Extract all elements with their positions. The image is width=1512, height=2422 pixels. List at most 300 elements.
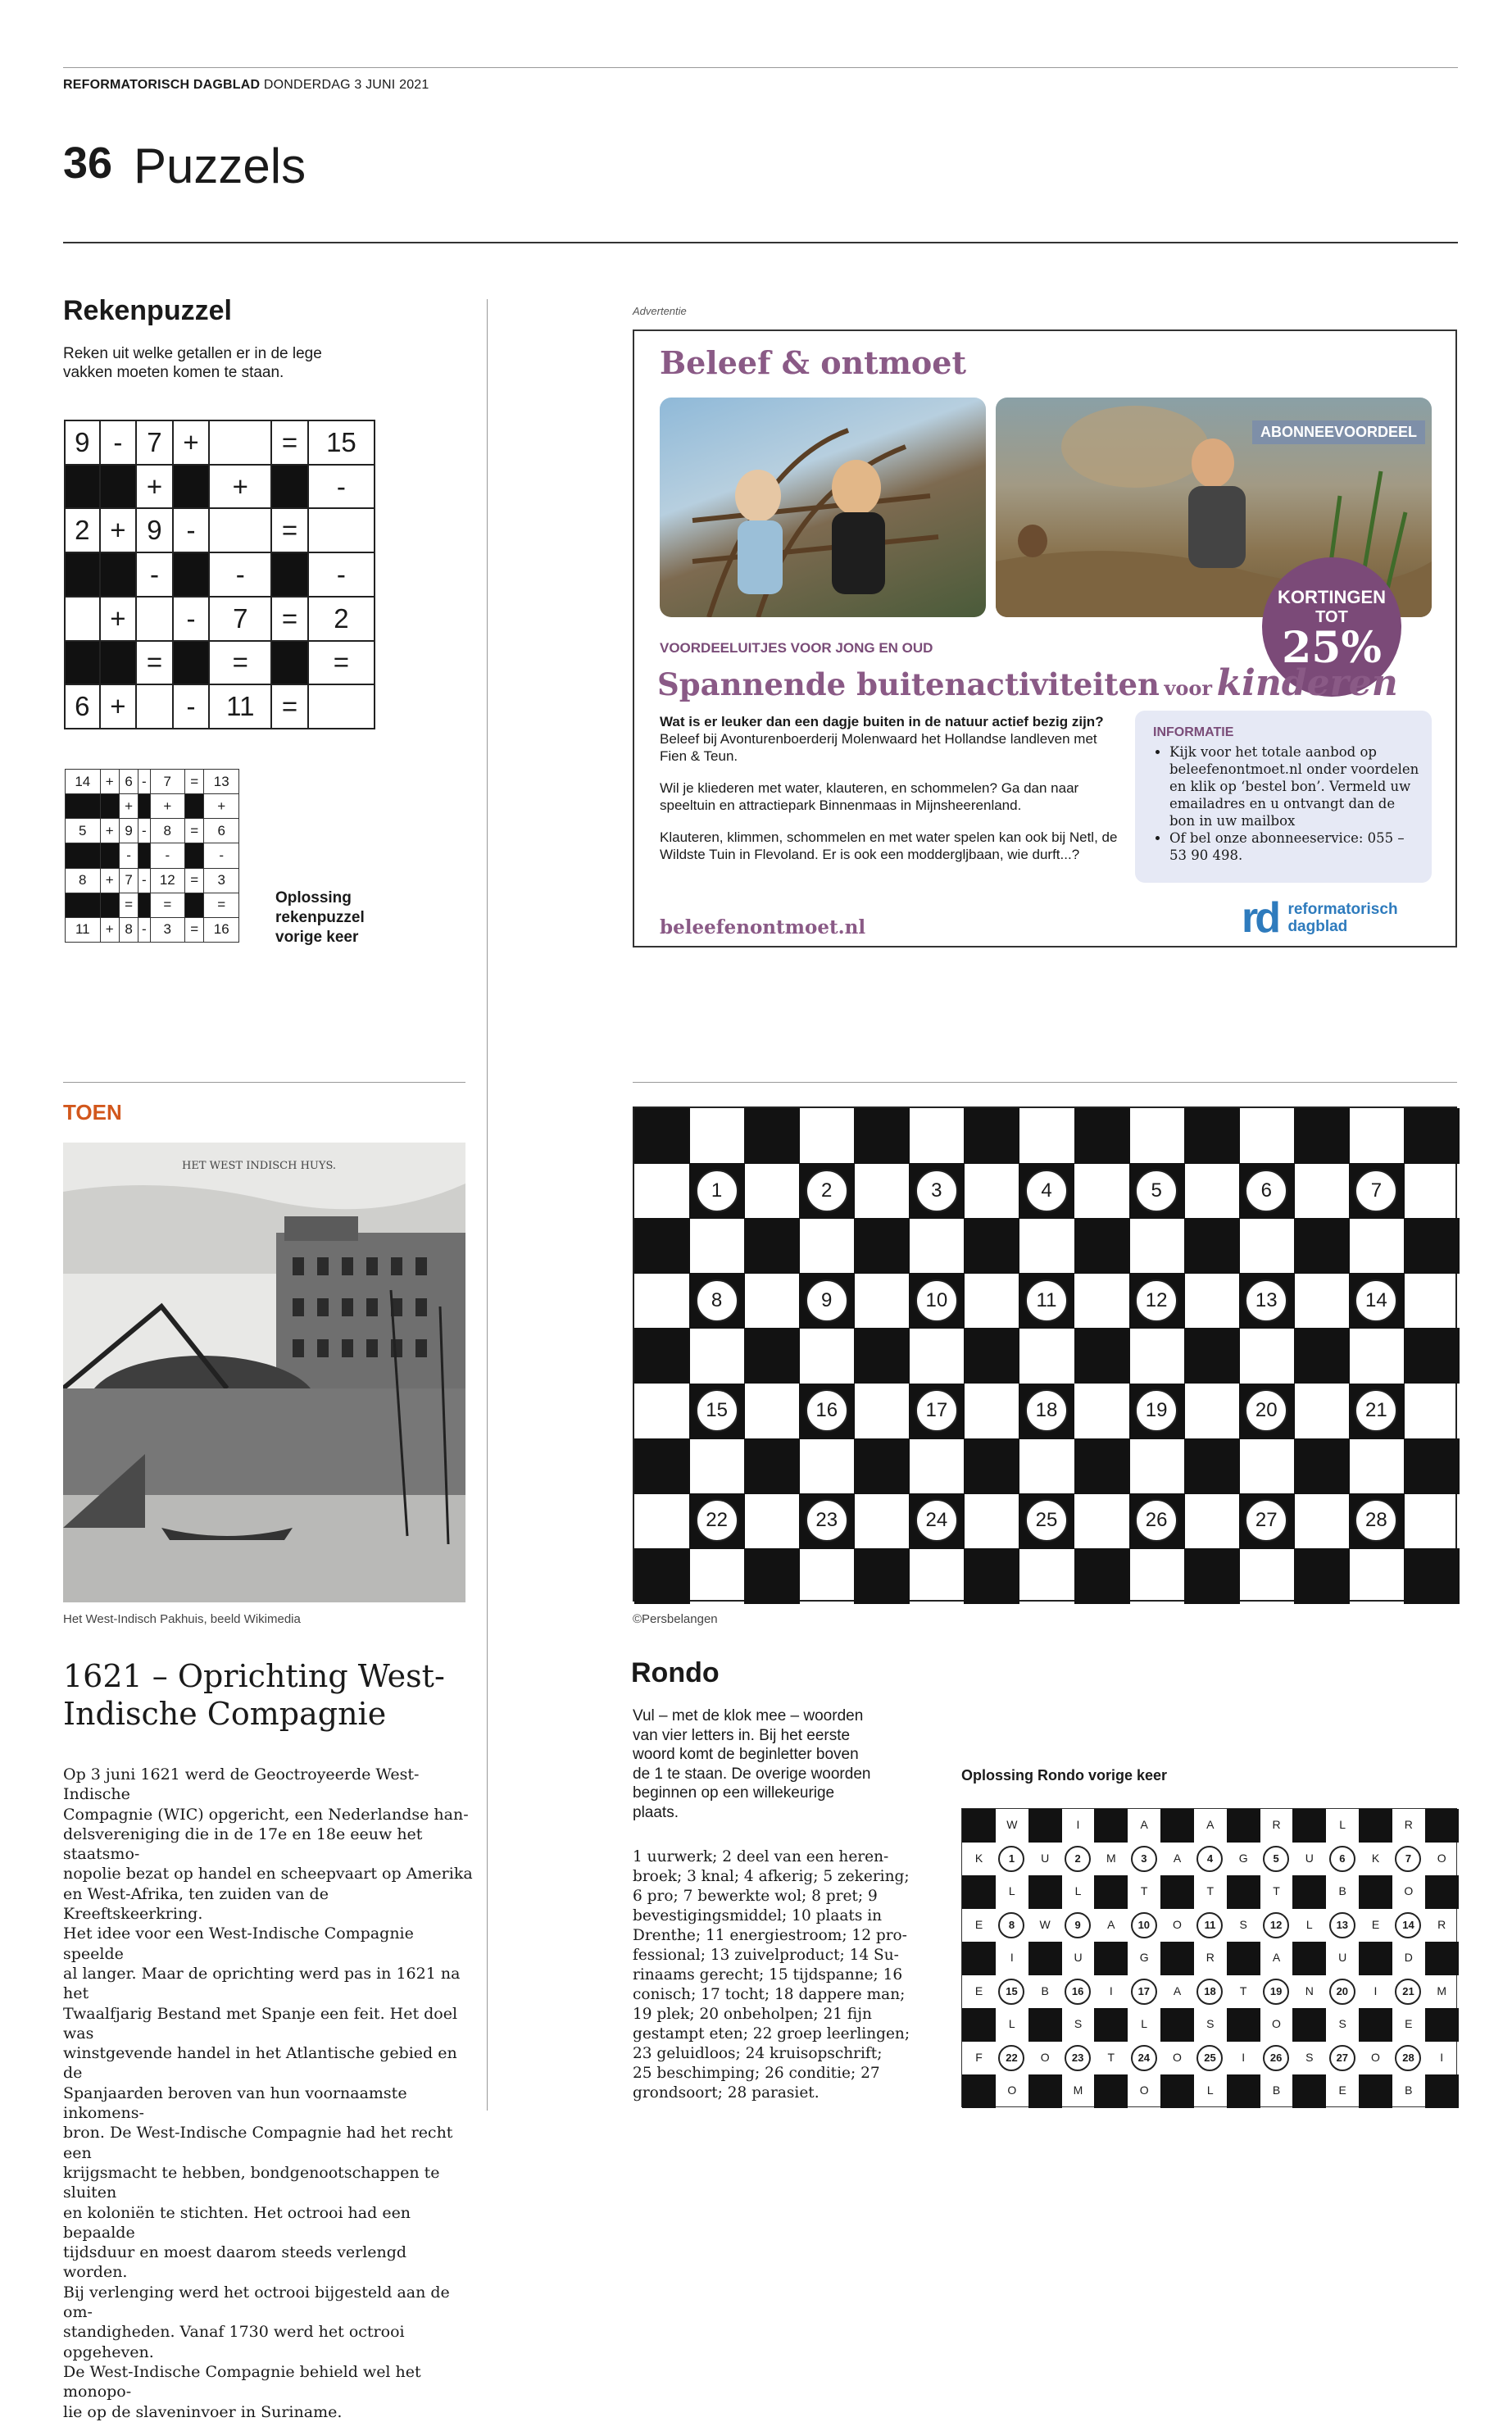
- grid-cell: 2: [308, 597, 375, 641]
- ad-kicker: VOORDEELUITJES VOOR JONG EN OUD: [660, 640, 933, 656]
- grid-cell: +: [100, 684, 137, 729]
- grid-cell: 3: [204, 868, 239, 893]
- letter-cell: L: [1305, 1917, 1313, 1931]
- black-cell: [1094, 1942, 1128, 1975]
- grid-row: [66, 794, 239, 819]
- clue-line: gestampt eten; 22 groep leerlingen;: [633, 2025, 910, 2043]
- number-circle: 16: [1065, 1979, 1091, 2005]
- intro-line: woord komt de beginletter boven: [633, 1746, 859, 1763]
- letter-cell: L: [1339, 1818, 1346, 1831]
- ad-p1: [660, 713, 1125, 765]
- black-cell: [964, 1108, 1019, 1164]
- letter-cell: A: [1140, 1818, 1148, 1831]
- letter-cell[interactable]: [1294, 1163, 1350, 1219]
- grid-cell: 7: [209, 597, 271, 641]
- letter-cell[interactable]: [1184, 1163, 1240, 1219]
- letter-cell[interactable]: [1074, 1493, 1130, 1549]
- number-circle: 1: [696, 1170, 738, 1212]
- paper-name: REFORMATORISCH DAGBLAD: [63, 78, 261, 92]
- ad-url[interactable]: beleefenontmoet.nl: [660, 916, 866, 938]
- letter-cell[interactable]: [964, 1384, 1019, 1439]
- letter-cell[interactable]: [1294, 1384, 1350, 1439]
- letter-cell[interactable]: [744, 1493, 800, 1549]
- black-cell: [1227, 2008, 1260, 2042]
- grid-cell: =: [271, 684, 308, 729]
- number-circle: 14: [1395, 1912, 1421, 1938]
- letter-cell[interactable]: [1129, 1108, 1185, 1164]
- grid-cell: =: [308, 641, 375, 685]
- letter-cell[interactable]: [689, 1548, 745, 1604]
- grid-cell: 16: [204, 917, 239, 942]
- grid-cell: +: [100, 508, 137, 552]
- number-cell: [1260, 1975, 1293, 2009]
- letter-cell[interactable]: [1019, 1548, 1074, 1604]
- playground-illustration: [660, 398, 986, 617]
- letter-cell[interactable]: [1404, 1273, 1460, 1329]
- letter-cell: E: [1405, 2017, 1413, 2031]
- number-circle: 12: [1135, 1279, 1178, 1322]
- letter-cell[interactable]: [1239, 1548, 1295, 1604]
- number-cell: [1392, 1909, 1425, 1943]
- black-cell: [100, 843, 119, 868]
- ad-label: Advertentie: [633, 305, 687, 317]
- article-line: Compagnie (WIC) opgericht, een Nederlandse han-: [63, 1805, 469, 1824]
- grid-cell: -: [150, 843, 185, 868]
- black-cell: [173, 465, 210, 509]
- black-cell: [1425, 1809, 1459, 1843]
- black-cell: [1425, 2074, 1459, 2108]
- article-line: delsvereniging die in de 17e en 18e eeuw het staatsmo-: [63, 1824, 423, 1864]
- black-cell: [1094, 2008, 1128, 2042]
- black-cell: [854, 1548, 910, 1604]
- letter-cell[interactable]: [964, 1163, 1019, 1219]
- empty-cell[interactable]: [136, 597, 173, 641]
- grid-cell: =: [185, 917, 204, 942]
- letter-cell[interactable]: [744, 1273, 800, 1329]
- letter-cell: E: [974, 1917, 983, 1931]
- article-line: bron. De West-Indische Compagnie had het recht een: [63, 2124, 453, 2162]
- letter-cell: E: [974, 1983, 983, 1997]
- empty-cell[interactable]: [209, 508, 271, 552]
- letter-cell: I: [1109, 1983, 1113, 1997]
- grid-cell: -: [100, 420, 137, 465]
- grid-cell: -: [138, 917, 150, 942]
- solution-label-line1: Oplossing: [275, 889, 352, 907]
- rekenpuzzel-grid: [64, 420, 375, 729]
- grid-cell: =: [185, 868, 204, 893]
- number-circle: 18: [1196, 1979, 1223, 2005]
- letter-cell[interactable]: [1019, 1328, 1074, 1384]
- solution-label-line3: vorige keer: [275, 929, 359, 946]
- letter-cell[interactable]: [799, 1218, 855, 1274]
- number-circle: 20: [1245, 1389, 1287, 1432]
- number-circle: 24: [915, 1499, 958, 1542]
- letter-cell[interactable]: [854, 1163, 910, 1219]
- letter-cell: M: [1437, 1983, 1446, 1997]
- article-line: Bij verlenging werd het octrooi bijgesteld aan de om-: [63, 2283, 450, 2322]
- grid-cell: -: [173, 508, 210, 552]
- black-cell: [1404, 1108, 1460, 1164]
- grid-cell: =: [185, 819, 204, 843]
- number-circle: 11: [1025, 1279, 1068, 1322]
- letter-cell: A: [1107, 1917, 1115, 1931]
- issue-date: DONDERDAG 3 JUNI 2021: [263, 78, 429, 92]
- number-cell: [1392, 2042, 1425, 2075]
- letter-cell[interactable]: [1239, 1438, 1295, 1494]
- top-rule: [63, 67, 1458, 68]
- letter-cell[interactable]: [909, 1328, 965, 1384]
- letter-cell[interactable]: [1349, 1548, 1405, 1604]
- letter-cell[interactable]: [689, 1438, 745, 1494]
- letter-cell[interactable]: [634, 1384, 690, 1439]
- number-circle: 27: [1329, 2045, 1355, 2071]
- number-cell: [1392, 1843, 1425, 1876]
- rondo-intro: [633, 1706, 870, 1822]
- intro-line: van vier letters in. Bij het eerste: [633, 1726, 851, 1744]
- black-cell: [744, 1438, 800, 1494]
- rd-logo-text: [1287, 901, 1397, 935]
- letter-cell: T: [1239, 1983, 1247, 1997]
- ad-p1-lead: Wat is er leuker dan een dagje buiten in de natuur actief bezig zijn?: [660, 714, 1104, 729]
- black-cell: [1160, 1809, 1194, 1843]
- grid-cell: =: [136, 641, 173, 685]
- toen-article-body: [63, 1765, 473, 2422]
- grid-cell: 3: [150, 917, 185, 942]
- black-cell: [634, 1218, 690, 1274]
- letter-cell[interactable]: [854, 1493, 910, 1549]
- letter-cell: O: [1139, 2083, 1149, 2097]
- letter-cell[interactable]: [1239, 1218, 1295, 1274]
- black-cell: [1094, 1809, 1128, 1843]
- letter-cell[interactable]: [799, 1548, 855, 1604]
- grid-row: [65, 552, 375, 597]
- rondo-rule: [633, 1082, 1457, 1083]
- rekenpuzzel-solution-label: [275, 888, 365, 947]
- letter-cell[interactable]: [1184, 1493, 1240, 1549]
- number-circle: 22: [998, 2045, 1024, 2071]
- letter-cell[interactable]: [799, 1438, 855, 1494]
- article-line: lie op de slaveninvoer in Suriname.: [63, 2402, 343, 2421]
- letter-cell: T: [1273, 1884, 1280, 1898]
- rondo-solution-grid: [961, 1808, 1457, 2107]
- letter-cell[interactable]: [1129, 1548, 1185, 1604]
- grid-cell: 13: [204, 770, 239, 794]
- column-divider: [487, 299, 488, 2111]
- grid-cell: -: [308, 552, 375, 597]
- letter-cell[interactable]: [909, 1548, 965, 1604]
- letter-cell: O: [1007, 2083, 1017, 2097]
- grid-cell: 2: [65, 508, 100, 552]
- grid-cell: -: [136, 552, 173, 597]
- number-cell: [1326, 2042, 1360, 2075]
- black-cell: [962, 1942, 996, 1975]
- letter-cell[interactable]: [1019, 1108, 1074, 1164]
- grid-row: [66, 770, 239, 794]
- letter-cell: R: [1272, 1818, 1281, 1831]
- letter-cell[interactable]: [689, 1328, 745, 1384]
- black-cell: [1074, 1218, 1130, 1274]
- ad-headline-c: kinderen: [1216, 662, 1398, 704]
- clue-line: 6 pro; 7 bewerkte wol; 8 pret; 9: [633, 1888, 878, 1905]
- letter-cell[interactable]: [964, 1273, 1019, 1329]
- empty-cell[interactable]: [308, 508, 375, 552]
- number-circle: 19: [1135, 1389, 1178, 1432]
- ad-p3: Klauteren, klimmen, schommelen en met water spelen kan ook bij Netl, de Wildste Tuin in Flevoland. Er is ook een moddergljbaan, wie durft...?: [660, 829, 1118, 862]
- number-cell: [1193, 1909, 1227, 1943]
- black-cell: [138, 843, 150, 868]
- black-cell: [1074, 1108, 1130, 1164]
- toen-label: TOEN: [63, 1100, 122, 1125]
- letter-cell[interactable]: [1074, 1163, 1130, 1219]
- article-line: en koloniën te stichten. Het octrooi had een bepaalde: [63, 2203, 411, 2242]
- letter-cell: S: [1239, 1917, 1247, 1931]
- toen-title: [63, 1657, 445, 1733]
- letter-cell[interactable]: [1129, 1328, 1185, 1384]
- ad-p1-rest: Beleef bij Avonturenboerderij Molenwaard het Hollandse landleven met Fien & Teun.: [660, 731, 1097, 764]
- letter-cell[interactable]: [1404, 1493, 1460, 1549]
- letter-cell: I: [1010, 1951, 1014, 1965]
- letter-cell[interactable]: [909, 1438, 965, 1494]
- black-cell: [1404, 1548, 1460, 1604]
- letter-cell: E: [1371, 1917, 1380, 1931]
- header-rule: [63, 242, 1458, 243]
- letter-cell[interactable]: [1294, 1493, 1350, 1549]
- number-cell: [995, 1843, 1028, 1876]
- letter-cell: K: [1371, 1851, 1380, 1865]
- grid-cell: 8: [150, 819, 185, 843]
- black-cell: [1094, 2074, 1128, 2108]
- grid-cell: -: [119, 843, 138, 868]
- number-circle: 18: [1025, 1389, 1068, 1432]
- rondo-clues: [633, 1847, 910, 2103]
- number-cell: [1260, 2042, 1293, 2075]
- black-cell: [1074, 1548, 1130, 1604]
- black-cell: [1227, 1809, 1260, 1843]
- letter-cell[interactable]: [689, 1218, 745, 1274]
- letter-cell[interactable]: [1184, 1273, 1240, 1329]
- article-line: krijgsmacht te hebben, bondgenootschappen te sluiten: [63, 2163, 440, 2202]
- number-circle: 14: [1355, 1279, 1397, 1322]
- number-cell: [1392, 1975, 1425, 2009]
- number-cell: [1326, 1975, 1360, 2009]
- letter-cell: L: [1074, 1884, 1082, 1898]
- grid-cell: 8: [119, 917, 138, 942]
- grid-cell: -: [204, 843, 239, 868]
- rekenpuzzel-title: Rekenpuzzel: [63, 295, 232, 326]
- black-cell: [744, 1328, 800, 1384]
- number-circle: 26: [1135, 1499, 1178, 1542]
- letter-cell[interactable]: [634, 1163, 690, 1219]
- toen-rule: [63, 1082, 465, 1083]
- number-circle: 23: [806, 1499, 848, 1542]
- black-cell: [100, 794, 119, 819]
- empty-cell[interactable]: [65, 597, 100, 641]
- number-circle: 17: [1131, 1979, 1157, 2005]
- letter-cell[interactable]: [634, 1273, 690, 1329]
- letter-cell[interactable]: [909, 1108, 965, 1164]
- number-circle: 24: [1131, 2045, 1157, 2071]
- letter-cell: A: [1173, 1983, 1182, 1997]
- number-cell: [1193, 1843, 1227, 1876]
- number-circle: 9: [1065, 1912, 1091, 1938]
- letter-cell[interactable]: [1074, 1384, 1130, 1439]
- letter-cell: O: [1173, 1917, 1182, 1931]
- grid-cell: 8: [66, 868, 101, 893]
- black-cell: [100, 893, 119, 917]
- grid-cell: +: [100, 917, 119, 942]
- black-cell: [1160, 2008, 1194, 2042]
- letter-cell[interactable]: [1349, 1438, 1405, 1494]
- grid-row: [65, 597, 375, 641]
- number-circle: 8: [696, 1279, 738, 1322]
- discount-line1: KORTINGEN: [1278, 587, 1386, 607]
- letter-cell: D: [1404, 1951, 1413, 1965]
- grid-cell: -: [173, 684, 210, 729]
- black-cell: [634, 1548, 690, 1604]
- number-circle: 20: [1329, 1979, 1355, 2005]
- black-cell: [854, 1328, 910, 1384]
- grid-cell: 7: [150, 770, 185, 794]
- letter-cell: L: [1141, 2017, 1148, 2031]
- number-circle: 6: [1329, 1846, 1355, 1872]
- letter-cell[interactable]: [689, 1108, 745, 1164]
- number-circle: 25: [1196, 2045, 1223, 2071]
- number-circle: 15: [998, 1979, 1024, 2005]
- letter-cell: B: [1041, 1983, 1049, 1997]
- black-cell: [1292, 1942, 1326, 1975]
- black-cell: [1184, 1218, 1240, 1274]
- clue-line: fessional; 13 zuivelproduct; 14 Su-: [633, 1947, 899, 1964]
- letter-cell: I: [1440, 2050, 1444, 2064]
- number-circle: 7: [1395, 1846, 1421, 1872]
- rd-logo-line2: dagblad: [1287, 918, 1348, 935]
- rondo-solution-title: Oplossing Rondo vorige keer: [961, 1767, 1168, 1784]
- letter-cell[interactable]: [1184, 1384, 1240, 1439]
- black-cell: [1074, 1328, 1130, 1384]
- letter-cell[interactable]: [909, 1218, 965, 1274]
- letter-cell: U: [1305, 1851, 1314, 1865]
- black-cell: [65, 552, 100, 597]
- grid-cell: 7: [119, 868, 138, 893]
- rondo-grid: [633, 1106, 1457, 1602]
- black-cell: [1425, 1942, 1459, 1975]
- number-circle: 1: [998, 1846, 1024, 1872]
- black-cell: [1227, 1875, 1260, 1909]
- number-circle: 13: [1245, 1279, 1287, 1322]
- letter-cell: R: [1206, 1951, 1215, 1965]
- letter-cell[interactable]: [1129, 1218, 1185, 1274]
- letter-cell[interactable]: [1019, 1218, 1074, 1274]
- clue-line: bevestigingsmiddel; 10 plaats in: [633, 1907, 883, 1924]
- article-line: standigheden. Vanaf 1730 werd het octrooi opgeheven.: [63, 2323, 405, 2361]
- clue-line: 1 uurwerk; 2 deel van een heren-: [633, 1848, 889, 1865]
- letter-cell[interactable]: [1404, 1163, 1460, 1219]
- ad-headline-a: Spannende buitenactiviteiten: [657, 666, 1160, 702]
- number-cell: [995, 1909, 1028, 1943]
- grid-row: [65, 641, 375, 685]
- grid-cell: +: [100, 819, 119, 843]
- letter-cell[interactable]: [1074, 1273, 1130, 1329]
- number-cell: [1193, 2042, 1227, 2075]
- black-cell: [1404, 1438, 1460, 1494]
- number-circle: 27: [1245, 1499, 1287, 1542]
- number-cell: [1061, 1843, 1095, 1876]
- number-circle: 13: [1329, 1912, 1355, 1938]
- letter-cell[interactable]: [964, 1493, 1019, 1549]
- black-cell: [634, 1108, 690, 1164]
- ad-info-title: INFORMATIE: [1153, 725, 1234, 739]
- letter-cell: K: [974, 1851, 983, 1865]
- letter-cell[interactable]: [799, 1328, 855, 1384]
- grid-cell: +: [119, 794, 138, 819]
- letter-cell[interactable]: [1239, 1108, 1295, 1164]
- letter-cell[interactable]: [1404, 1384, 1460, 1439]
- letter-cell: A: [1272, 1951, 1281, 1965]
- number-cell: [1061, 1909, 1095, 1943]
- letter-cell: T: [1140, 1884, 1148, 1898]
- grid-cell: 15: [308, 420, 375, 465]
- number-circle: 19: [1263, 1979, 1289, 2005]
- black-cell: [1292, 2008, 1326, 2042]
- black-cell: [1292, 2074, 1326, 2108]
- letter-cell: S: [1206, 2017, 1215, 2031]
- letter-cell: F: [975, 2050, 983, 2064]
- grid-cell: 6: [65, 684, 100, 729]
- grid-cell: =: [271, 597, 308, 641]
- number-cell: [1128, 1843, 1161, 1876]
- letter-cell[interactable]: [854, 1384, 910, 1439]
- black-cell: [100, 641, 137, 685]
- black-cell: [1359, 1809, 1392, 1843]
- letter-cell[interactable]: [799, 1108, 855, 1164]
- rd-logo-mark: rd: [1242, 894, 1278, 942]
- grid-row: [65, 420, 375, 465]
- number-cell: [995, 1975, 1028, 2009]
- number-circle: 23: [1065, 2045, 1091, 2071]
- article-line: winstgevende handel in het Atlantische gebied en de: [63, 2044, 457, 2083]
- black-cell: [66, 794, 101, 819]
- letter-cell: L: [1206, 2083, 1214, 2097]
- grid-cell: -: [173, 597, 210, 641]
- letter-cell[interactable]: [1129, 1438, 1185, 1494]
- grid-cell: 6: [204, 819, 239, 843]
- empty-cell[interactable]: [308, 684, 375, 729]
- section-title: Puzzels: [134, 139, 306, 193]
- number-circle: 6: [1245, 1170, 1287, 1212]
- empty-cell[interactable]: [209, 420, 271, 465]
- letter-cell[interactable]: [634, 1493, 690, 1549]
- letter-cell[interactable]: [1349, 1328, 1405, 1384]
- letter-cell[interactable]: [1239, 1328, 1295, 1384]
- letter-cell[interactable]: [1294, 1273, 1350, 1329]
- letter-cell[interactable]: [744, 1384, 800, 1439]
- number-circle: 21: [1395, 1979, 1421, 2005]
- letter-cell[interactable]: [744, 1163, 800, 1219]
- letter-cell[interactable]: [1349, 1218, 1405, 1274]
- intro-line: beginnen op een willekeurige: [633, 1784, 835, 1802]
- empty-cell[interactable]: [136, 684, 173, 729]
- letter-cell[interactable]: [1349, 1108, 1405, 1164]
- black-cell: [1425, 2008, 1459, 2042]
- letter-cell[interactable]: [1019, 1438, 1074, 1494]
- black-cell: [962, 1875, 996, 1909]
- black-cell: [1294, 1218, 1350, 1274]
- number-circle: 10: [1131, 1912, 1157, 1938]
- intro-line: de 1 te staan. De overige woorden: [633, 1765, 871, 1783]
- black-cell: [138, 893, 150, 917]
- letter-cell[interactable]: [854, 1273, 910, 1329]
- black-cell: [1160, 1875, 1194, 1909]
